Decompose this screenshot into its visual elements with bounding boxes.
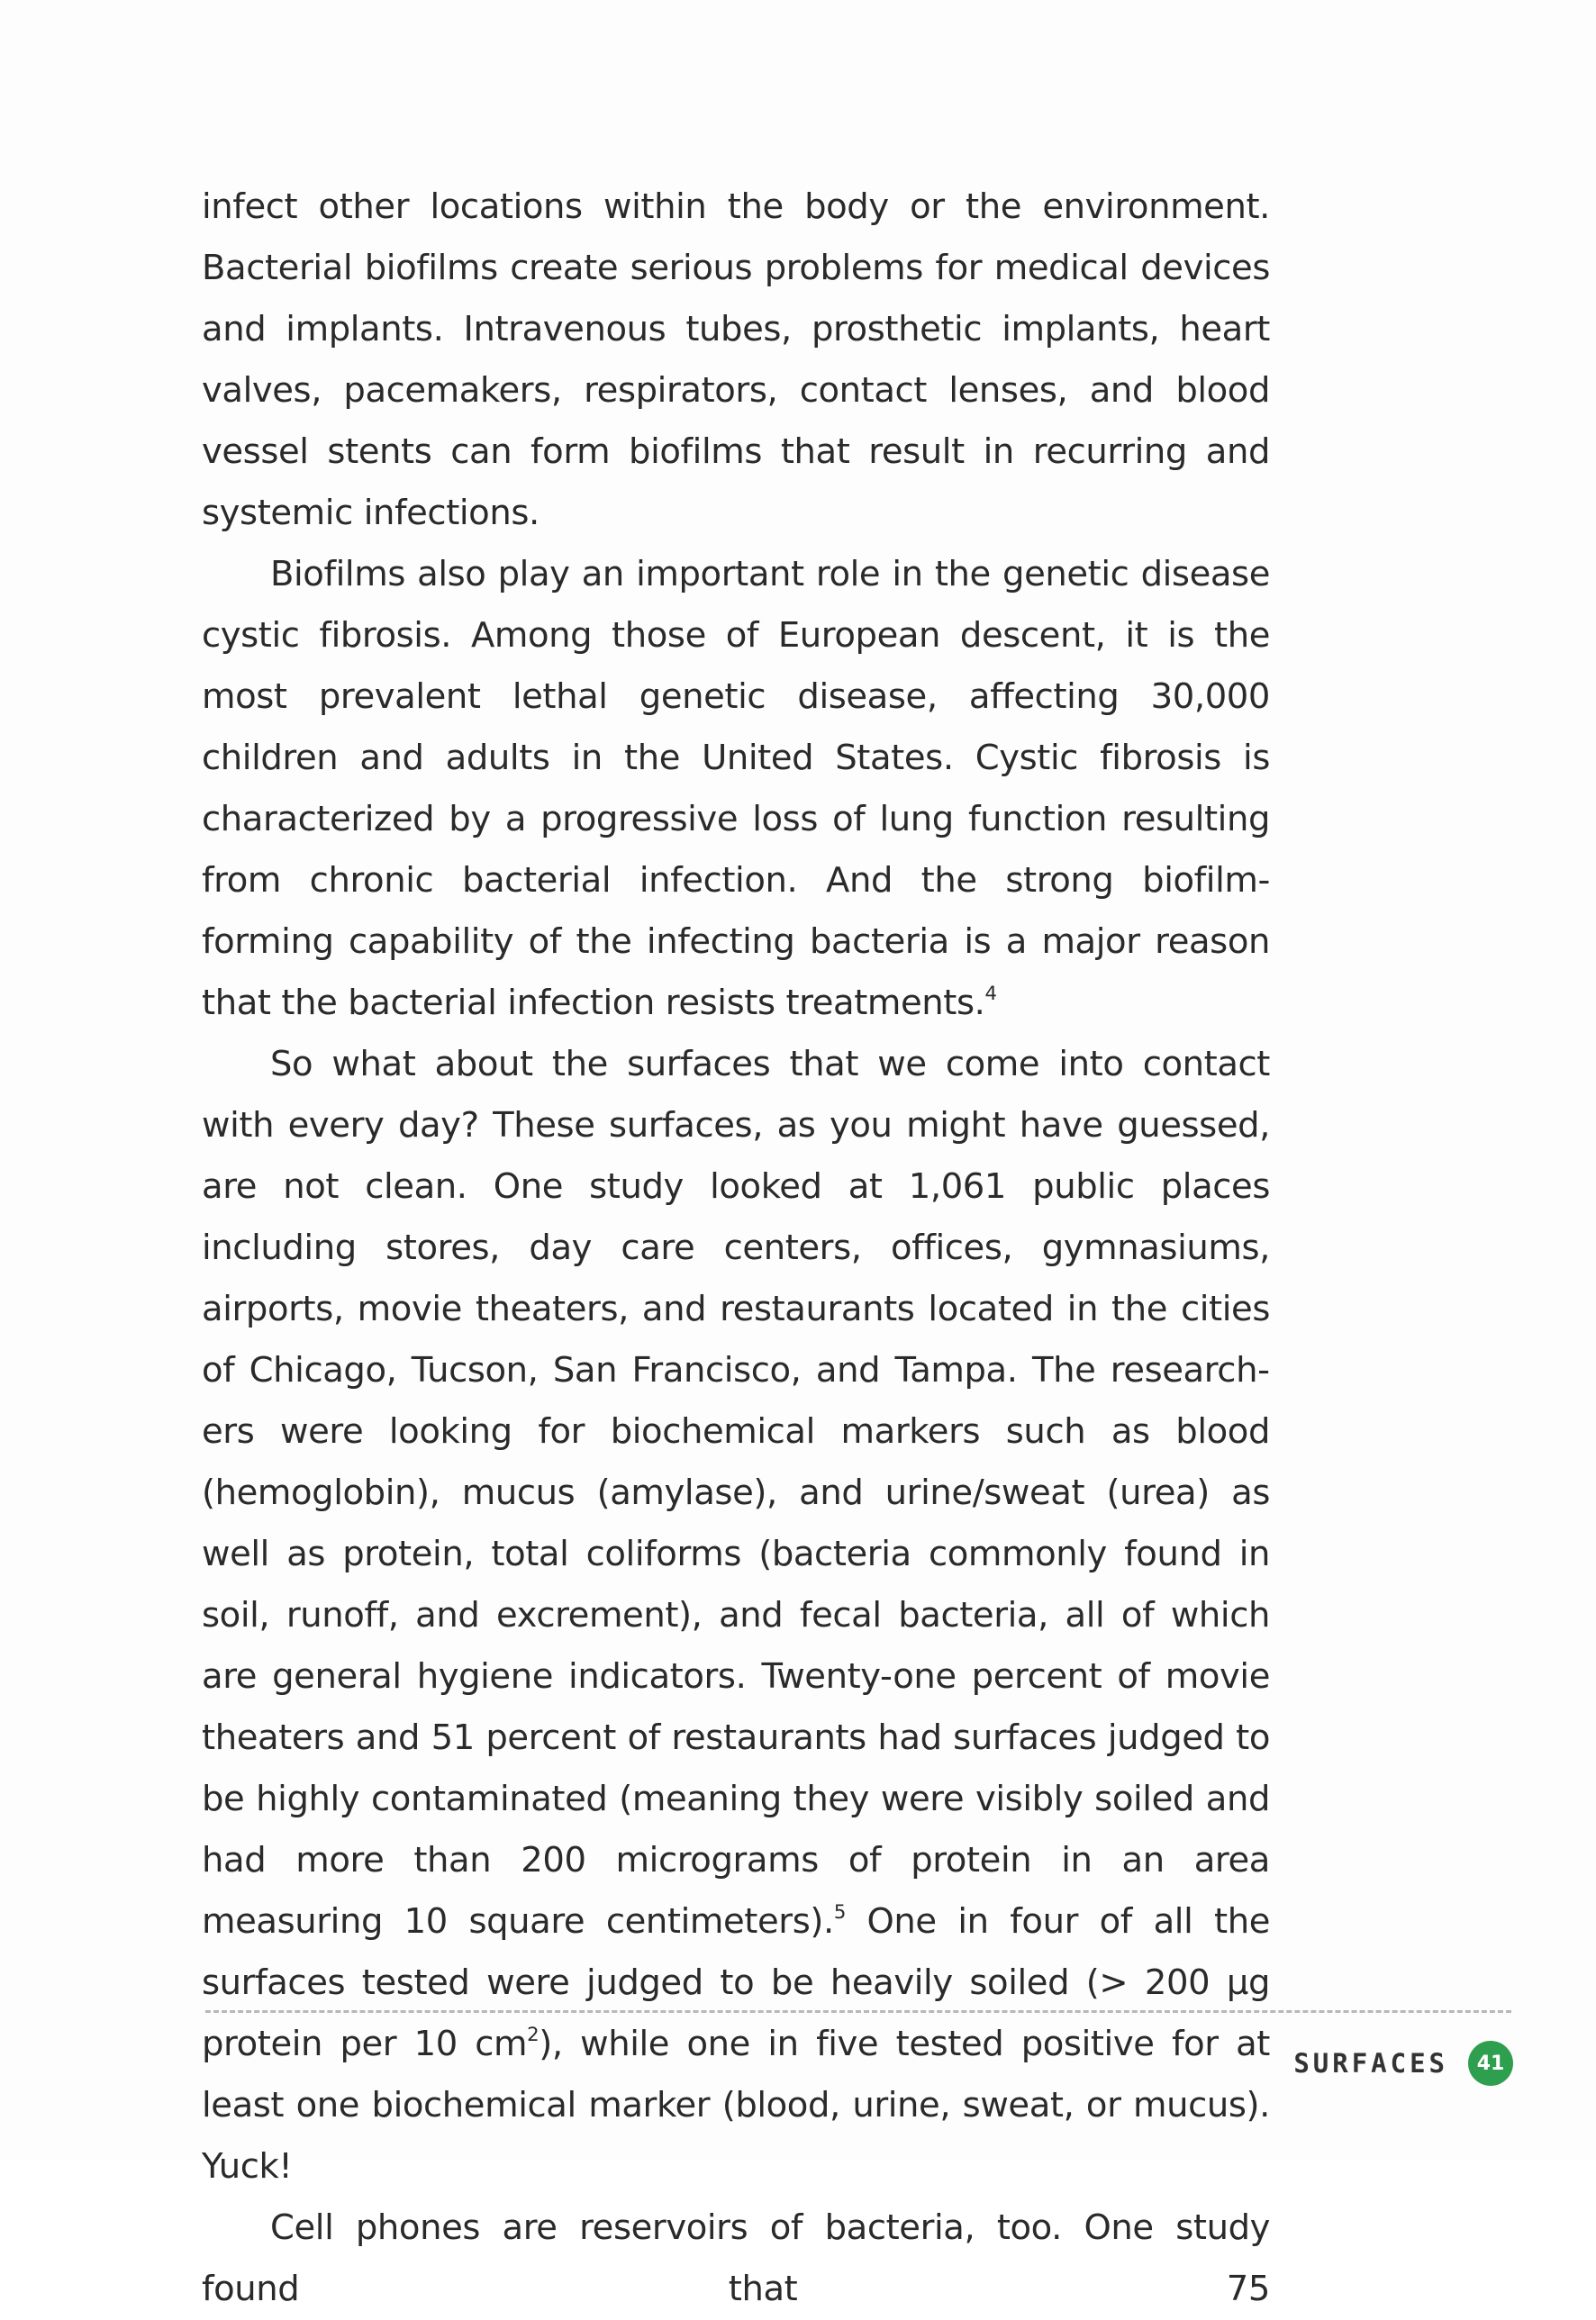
paragraph-2-text: Biofilms also play an important role in the genetic disease cystic fibrosis. Among those of European descent, it is the most prevalent lethal genetic disease, affecting 30,000 children and adults in the United States. Cystic fibrosis is characterized by a progressive loss of lung function resulting from chronic bacterial infection. And the strong biofilm-forming capability of the infecting bacteria is a major reason that the bacterial infection resists treatments. — [202, 554, 1270, 1023]
paragraph-1 — [202, 177, 1270, 544]
superscript-squared: 2 — [527, 2023, 540, 2046]
footer-divider — [205, 2010, 1511, 2013]
footnote-ref-4: 4 — [984, 982, 997, 1005]
running-head: SURFACES — [1293, 2048, 1448, 2079]
paragraph-4 — [202, 2198, 1270, 2320]
paragraph-3-text-a: So what about the surfaces that we come into contact with every day? These surfaces, as you might have guessed, are not clean. One study looked at 1,061 public places including stores, day care centers, offices, gymnasiums, airports, movie theaters, and restaurants located in the cities of Chicago, Tucson, San Francisco, and Tampa. The researchers were looking for biochemical markers such as blood (hemoglobin), mucus (amylase), and urine/sweat (urea) as well as protein, total coliforms (bacteria commonly found in soil, runoff, and excrement), and fecal bacteria, all of which are general hygiene indicators. Twenty-one percent of movie theaters and 51 percent of restaurants had surfaces judged to be highly contaminated (meaning they were visibly soiled and had more than 200 micrograms of protein in an area measuring 10 square centimeters). — [202, 1044, 1270, 1942]
paragraph-3 — [202, 1034, 1270, 2198]
footnote-ref-5: 5 — [833, 1900, 846, 1924]
paragraph-2 — [202, 544, 1270, 1034]
paragraph-3-text-b: One in four of all the surfaces tested were judged to be heavily soiled (> 200 µg protein per 10 cm — [202, 1901, 1270, 2064]
paragraph-3-text-c: ), while one in five tested positive for at least one biochemical marker (blood, urine, sweat, or mucus). Yuck! — [202, 2024, 1271, 2187]
body-text — [202, 177, 1270, 2320]
page-footer — [1293, 2041, 1513, 2086]
page-number-badge: 41 — [1468, 2041, 1513, 2086]
paragraph-4-text: Cell phones are reservoirs of bacteria, too. One study found that 75 — [202, 2207, 1270, 2309]
paragraph-1-text: infect other locations within the body or the environment. Bacterial biofilms create serious problems for medical devices and implants. Intravenous tubes, prosthetic implants, heart valves, pacemakers, respirators, contact lenses, and blood vessel stents can form biofilms that result in recurring and systemic infections. — [202, 186, 1270, 533]
